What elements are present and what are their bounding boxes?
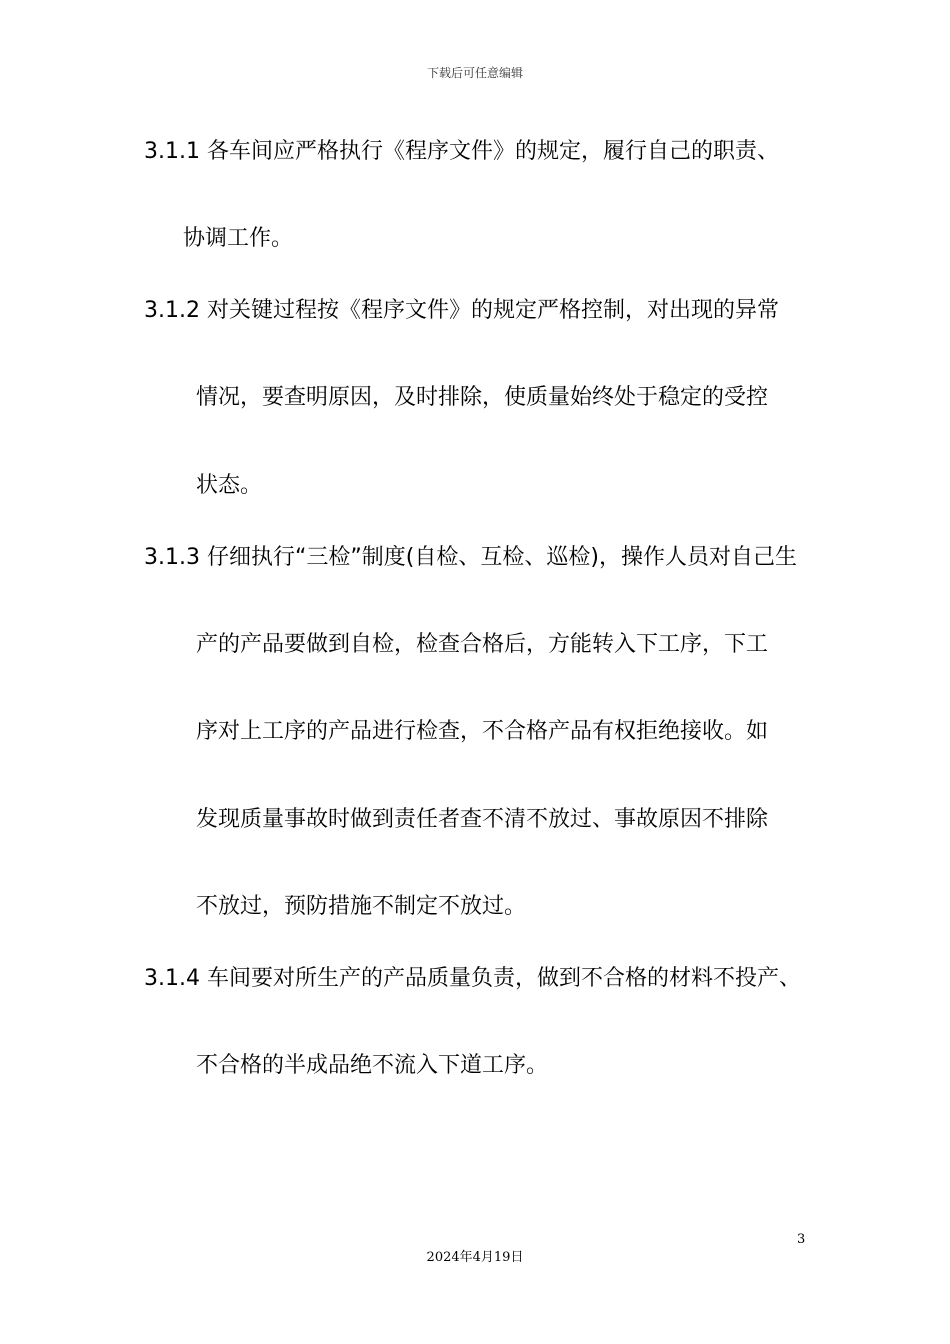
section-number: 3.1.2 [144,298,200,323]
section-3-1-2-line-1 [144,296,779,326]
footer-date: 2024年4月19日 [426,1250,524,1265]
section-3-1-1-line-1 [144,137,779,167]
section-text: 各车间应严格执行《程序文件》的规定，履行自己的职责、 [206,139,779,164]
section-3-1-2-line-2: 情况，要查明原因，及时排除，使质量始终处于稳定的受控 [196,385,769,410]
section-number: 3.1.3 [144,545,200,570]
section-text: 车间要对所生产的产品质量负责，做到不合格的材料不投产、 [206,966,801,991]
section-3-1-3-line-4: 发现质量事故时做到责任者查不清不放过、事故原因不排除 [196,807,769,832]
page-number: 3 [797,1232,806,1247]
section-3-1-4-line-1 [144,964,801,994]
section-3-1-4-line-2: 不合格的半成品绝不流入下道工序。 [196,1053,549,1078]
section-3-1-1-line-2: 协调工作。 [183,226,294,251]
section-text: 仔细执行“三检”制度(自检、互检、巡检)，操作人员对自己生 [206,545,797,570]
page-header: 下载后可任意编辑 [426,66,523,80]
section-3-1-3-line-3: 序对上工序的产品进行检查，不合格产品有权拒绝接收。如 [196,719,769,744]
section-3-1-3-line-2: 产的产品要做到自检，检查合格后，方能转入下工序，下工 [196,632,769,657]
section-number: 3.1.1 [144,139,200,164]
section-3-1-3-line-1 [144,543,797,573]
section-text: 对关键过程按《程序文件》的规定严格控制，对出现的异常 [206,298,779,323]
section-3-1-2-line-3: 状态。 [196,473,263,498]
section-number: 3.1.4 [144,966,200,991]
section-3-1-3-line-5: 不放过，预防措施不制定不放过。 [196,894,527,919]
